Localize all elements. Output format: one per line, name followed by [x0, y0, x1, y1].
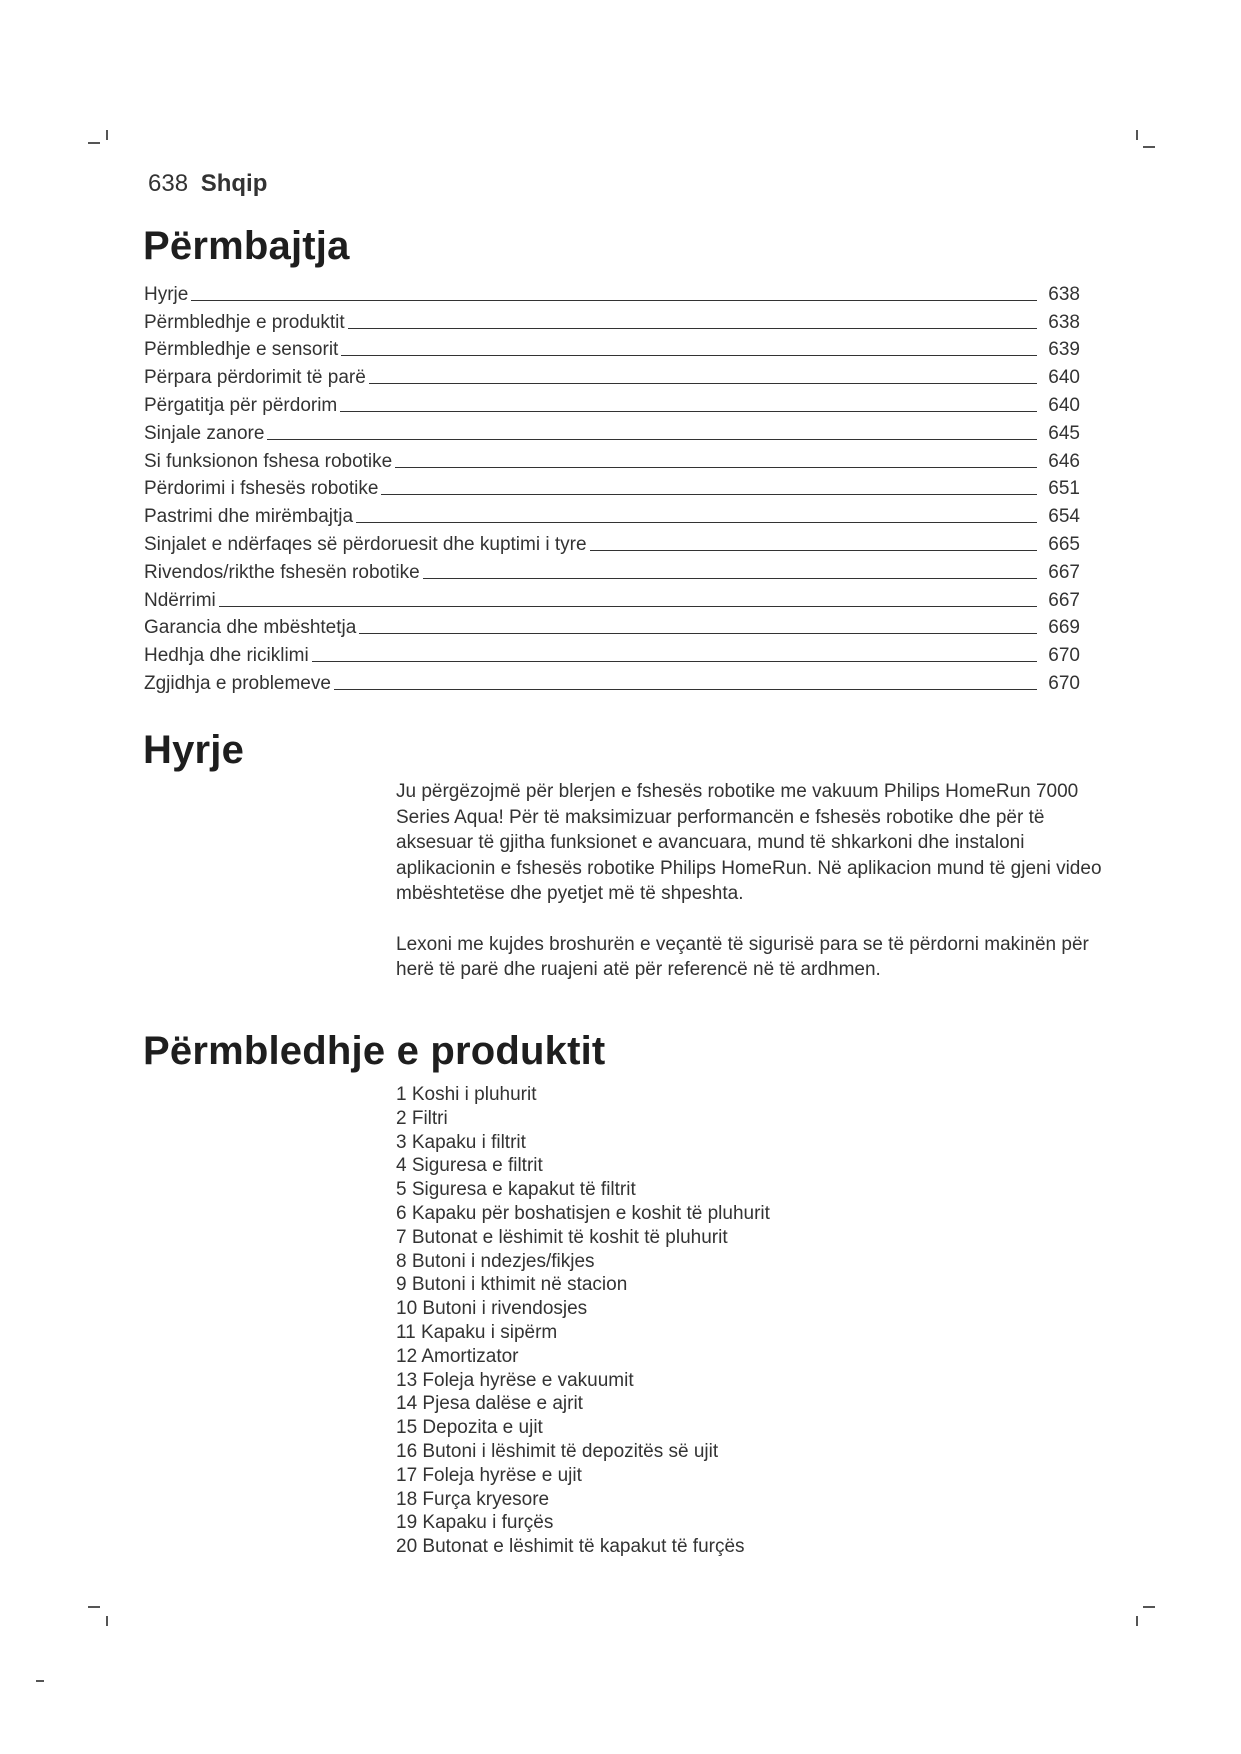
- toc-entry-page: 670: [1048, 645, 1080, 667]
- crop-mark-top-right: [1136, 130, 1138, 140]
- toc-entry-page: 640: [1048, 394, 1080, 416]
- toc-entry-title: Zgjidhja e problemeve: [144, 672, 331, 694]
- list-item: 3 Kapaku i filtrit: [396, 1131, 526, 1153]
- list-item: 17 Foleja hyrëse e ujit: [396, 1464, 582, 1486]
- toc-leader-line: [340, 411, 1037, 412]
- toc-leader-line: [395, 467, 1037, 468]
- toc-entry[interactable]: [144, 639, 1080, 667]
- list-item: 20 Butonat e lëshimit të kapakut të furçës: [396, 1536, 745, 1558]
- crop-mark-bottom-left: [106, 1616, 108, 1626]
- toc-leader-line: [191, 300, 1037, 301]
- toc-leader-line: [348, 328, 1037, 329]
- toc-entry-title: Ndërrimi: [144, 589, 216, 611]
- crop-mark-top-left: [88, 142, 100, 144]
- toc-entry[interactable]: [144, 473, 1080, 501]
- toc-entry-page: 654: [1048, 506, 1080, 528]
- toc-entry-title: Përmbledhje e produktit: [144, 311, 345, 333]
- toc-entry[interactable]: [144, 528, 1080, 556]
- toc-entry[interactable]: [144, 334, 1080, 362]
- intro-title: Hyrje: [143, 728, 245, 772]
- toc-leader-line: [369, 383, 1037, 384]
- list-item: 8 Butoni i ndezjes/fikjes: [396, 1250, 595, 1272]
- crop-mark-bottom-left: [88, 1606, 100, 1608]
- toc-entry[interactable]: [144, 612, 1080, 640]
- list-item: 4 Siguresa e filtrit: [396, 1155, 543, 1177]
- list-item: 14 Pjesa dalëse e ajrit: [396, 1393, 583, 1415]
- toc-entry[interactable]: [144, 556, 1080, 584]
- toc-leader-line: [356, 522, 1037, 523]
- intro-paragraph: Ju përgëzojmë për blerjen e fshesës robotike me vakuum Philips HomeRun 7000 Series Aqua! Për të maksimizuar performancën e fshesës robotike dhe për të aksesuar të gjitha funksionet e avancuara, mund të shkarkoni dhe instaloni aplikacionin e fshesës robotike Philips HomeRun. Në aplikacion mund të gjeni video mbështetëse dhe pyetjet më të shpeshta.: [396, 781, 1102, 904]
- toc-entry-title: Garancia dhe mbështetja: [144, 617, 357, 639]
- page-header: [148, 170, 267, 198]
- toc-entry[interactable]: [144, 500, 1080, 528]
- list-item: 12 Amortizator: [396, 1345, 519, 1367]
- toc-title: Përmbajtja: [143, 224, 350, 268]
- list-item: 6 Kapaku për boshatisjen e koshit të pluhurit: [396, 1202, 770, 1224]
- toc-entry-page: 667: [1048, 561, 1080, 583]
- toc-entry-title: Rivendos/rikthe fshesën robotike: [144, 561, 420, 583]
- toc-leader-line: [219, 606, 1037, 607]
- toc-entry-page: 665: [1048, 533, 1080, 555]
- list-item: 5 Siguresa e kapakut të filtrit: [396, 1179, 636, 1201]
- toc-entry-title: Hedhja dhe riciklimi: [144, 645, 309, 667]
- toc-entry-title: Sinjale zanore: [144, 422, 265, 444]
- toc-entry-title: Përmbledhje e sensorit: [144, 339, 339, 361]
- list-item: 9 Butoni i kthimit në stacion: [396, 1274, 628, 1296]
- toc-leader-line: [341, 355, 1037, 356]
- list-item: 1 Koshi i pluhurit: [396, 1084, 537, 1105]
- toc-leader-line: [381, 494, 1037, 495]
- toc-entry-page: 667: [1048, 589, 1080, 611]
- toc-entry-title: Përdorimi i fshesës robotike: [144, 478, 379, 500]
- list-item: 13 Foleja hyrëse e vakuumit: [396, 1369, 634, 1391]
- toc-entry[interactable]: [144, 584, 1080, 612]
- crop-mark-top-left: [106, 130, 108, 140]
- toc-entry-title: Përgatitja për përdorim: [144, 394, 338, 416]
- crop-mark-bottom-right: [1136, 1616, 1138, 1626]
- toc-leader-line: [423, 578, 1037, 579]
- list-item: 2 Filtri: [396, 1107, 448, 1129]
- intro-paragraph: Lexoni me kujdes broshurën e veçantë të sigurisë para se të përdorni makinën për herë të parë dhe ruajeni atë për referencë në të ardhmen.: [396, 933, 1089, 980]
- crop-mark-footer: [36, 1680, 44, 1682]
- language-label: Shqip: [200, 170, 268, 197]
- toc-leader-line: [312, 661, 1037, 662]
- toc-entry[interactable]: [144, 306, 1080, 334]
- crop-mark-bottom-right: [1143, 1606, 1155, 1608]
- toc-entry-title: Si funksionon fshesa robotike: [144, 450, 393, 472]
- toc-leader-line: [267, 439, 1037, 440]
- table-of-contents: [144, 278, 1080, 695]
- toc-entry-page: 646: [1048, 450, 1080, 472]
- toc-entry-title: Sinjalet e ndërfaqes së përdoruesit dhe kuptimi i tyre: [144, 533, 587, 555]
- list-item: 7 Butonat e lëshimit të koshit të pluhurit: [396, 1226, 728, 1248]
- crop-mark-top-right: [1143, 146, 1155, 148]
- toc-leader-line: [334, 689, 1037, 690]
- toc-entry-page: 651: [1048, 478, 1080, 500]
- list-item: 19 Kapaku i furçës: [396, 1512, 554, 1534]
- toc-entry-title: Pastrimi dhe mirëmbajtja: [144, 506, 354, 528]
- toc-entry-title: Hyrje: [144, 283, 189, 305]
- toc-entry-page: 669: [1048, 617, 1080, 639]
- toc-entry[interactable]: [144, 361, 1080, 389]
- intro-body: [396, 779, 1116, 983]
- toc-entry-page: 645: [1048, 422, 1080, 444]
- toc-entry-page: 638: [1048, 283, 1080, 305]
- toc-entry[interactable]: [144, 278, 1080, 306]
- toc-leader-line: [590, 550, 1037, 551]
- toc-entry-page: 640: [1048, 367, 1080, 389]
- toc-entry-page: 638: [1048, 311, 1080, 333]
- list-item: 15 Depozita e ujit: [396, 1417, 543, 1439]
- toc-entry-page: 639: [1048, 339, 1080, 361]
- page-number: 638: [148, 170, 189, 197]
- toc-entry-page: 670: [1048, 672, 1080, 694]
- list-item: 16 Butoni i lëshimit të depozitës së ujit: [396, 1440, 719, 1462]
- product-overview-title: Përmbledhje e produktit: [143, 1029, 606, 1073]
- list-item: 18 Furça kryesore: [396, 1488, 550, 1510]
- list-item: 11 Kapaku i sipërm: [396, 1321, 558, 1343]
- toc-entry[interactable]: [144, 445, 1080, 473]
- toc-entry[interactable]: [144, 667, 1080, 695]
- parts-list: [396, 1083, 770, 1559]
- toc-entry-title: Përpara përdorimit të parë: [144, 367, 366, 389]
- toc-leader-line: [359, 633, 1037, 634]
- toc-entry[interactable]: [144, 417, 1080, 445]
- toc-entry[interactable]: [144, 389, 1080, 417]
- list-item: 10 Butoni i rivendosjes: [396, 1298, 588, 1320]
